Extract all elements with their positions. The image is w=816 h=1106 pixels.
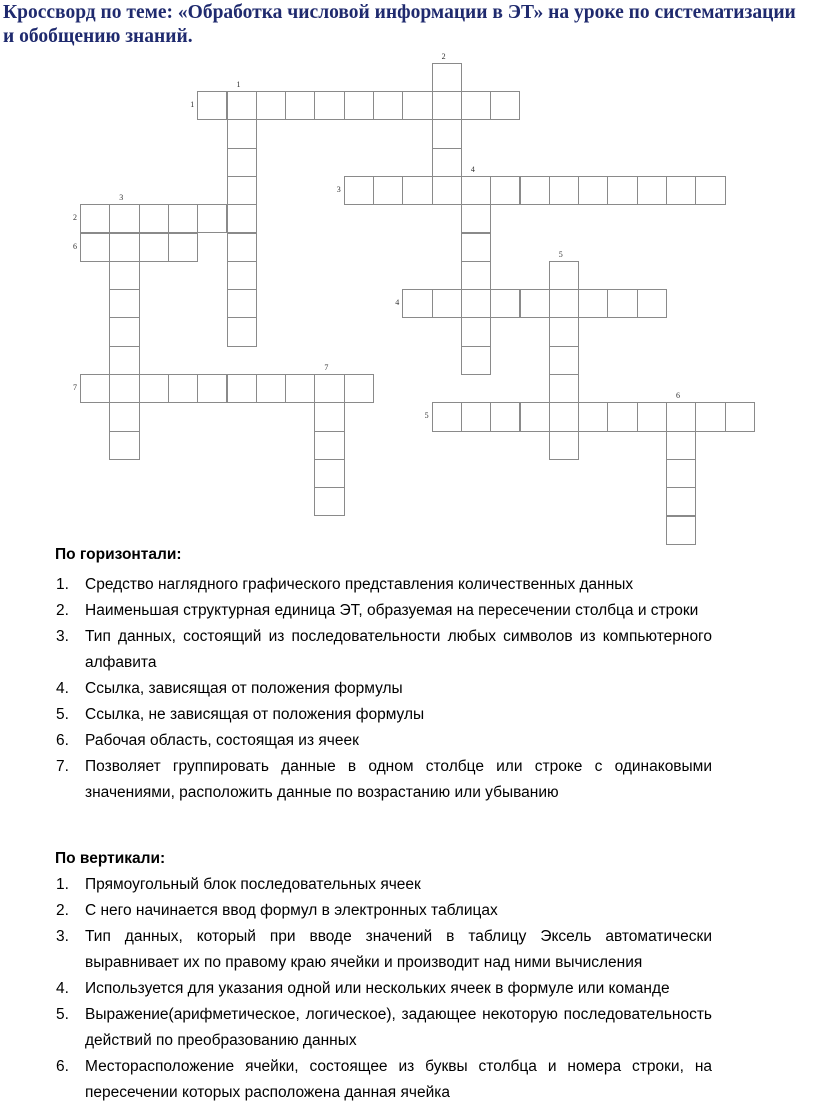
across-clue-7 bbox=[55, 754, 712, 806]
down-number-6: 6 bbox=[676, 391, 680, 401]
crossword-cell[interactable] bbox=[432, 91, 462, 120]
crossword-cell[interactable] bbox=[227, 289, 257, 318]
crossword-cell[interactable] bbox=[695, 402, 725, 431]
clue-number: 4. bbox=[56, 980, 69, 997]
down-number-2: 2 bbox=[441, 51, 446, 61]
clue-number: 1. bbox=[56, 576, 69, 593]
crossword-cell[interactable] bbox=[549, 261, 579, 290]
crossword-cell[interactable] bbox=[139, 204, 169, 233]
page-title: Кроссворд по теме: «Обработка числовой информации в ЭТ» на уроке по систематизации и обобщению знаний. bbox=[3, 2, 796, 47]
clue-text: Выражение(арифметическое, логическое), задающее некоторую последовательность действий по преобразованию данных bbox=[85, 1006, 712, 1049]
crossword-cell[interactable] bbox=[461, 91, 491, 120]
crossword-cell[interactable] bbox=[695, 176, 725, 205]
crossword-cell[interactable] bbox=[432, 289, 462, 318]
crossword-cell[interactable] bbox=[109, 346, 139, 375]
crossword-cell[interactable] bbox=[256, 91, 286, 120]
across-clue-list bbox=[55, 572, 712, 806]
crossword-cell[interactable] bbox=[139, 233, 169, 262]
crossword-cell[interactable] bbox=[607, 176, 637, 205]
across-number-2: 2 bbox=[73, 213, 77, 223]
crossword-cell[interactable] bbox=[461, 289, 491, 318]
clue-number: 5. bbox=[56, 706, 69, 723]
crossword-cell[interactable] bbox=[109, 431, 139, 460]
crossword-cell[interactable] bbox=[607, 289, 637, 318]
crossword-cell[interactable] bbox=[520, 289, 550, 318]
crossword-cell[interactable] bbox=[490, 402, 520, 431]
across-number-6: 6 bbox=[73, 241, 77, 251]
crossword-cell[interactable] bbox=[168, 374, 198, 403]
clue-number: 1. bbox=[56, 876, 69, 893]
down-clue-5 bbox=[55, 1002, 712, 1054]
crossword-cell[interactable] bbox=[461, 176, 491, 205]
crossword-cell[interactable] bbox=[168, 233, 198, 262]
down-clue-4 bbox=[55, 976, 712, 1002]
crossword-cell[interactable] bbox=[314, 91, 344, 120]
crossword-cell[interactable] bbox=[314, 402, 344, 431]
crossword-cell[interactable] bbox=[549, 176, 579, 205]
crossword-cell[interactable] bbox=[139, 374, 169, 403]
crossword-cell[interactable] bbox=[80, 233, 110, 262]
crossword-cell[interactable] bbox=[314, 459, 344, 488]
clue-number: 2. bbox=[56, 902, 69, 919]
crossword-cell[interactable] bbox=[109, 204, 139, 233]
crossword-cell[interactable] bbox=[549, 374, 579, 403]
crossword-cell[interactable] bbox=[637, 402, 667, 431]
clue-text: Прямоугольный блок последовательных ячеек bbox=[85, 876, 421, 893]
down-number-7: 7 bbox=[324, 363, 329, 372]
crossword-cell[interactable] bbox=[432, 176, 462, 205]
crossword-cell[interactable] bbox=[109, 317, 139, 346]
crossword-cell[interactable] bbox=[607, 402, 637, 431]
crossword-cell[interactable] bbox=[666, 487, 696, 516]
crossword-cell[interactable] bbox=[227, 91, 257, 120]
crossword-cell[interactable] bbox=[490, 176, 520, 205]
crossword-cell[interactable] bbox=[373, 176, 403, 205]
crossword-cell[interactable] bbox=[461, 317, 491, 346]
crossword-cell[interactable] bbox=[197, 374, 227, 403]
down-clue-list bbox=[55, 872, 712, 1106]
clue-text: Месторасположение ячейки, состоящее из буквы столбца и номера строки, на пересечении которых расположена данная ячейка bbox=[85, 1058, 712, 1101]
clue-number: 6. bbox=[56, 732, 69, 749]
crossword-cell[interactable] bbox=[227, 317, 257, 346]
down-number-3: 3 bbox=[119, 193, 124, 203]
crossword-cell[interactable] bbox=[314, 487, 344, 516]
crossword-cell[interactable] bbox=[490, 91, 520, 120]
clue-number: 7. bbox=[56, 758, 69, 775]
crossword-cell[interactable] bbox=[461, 402, 491, 431]
crossword-cell[interactable] bbox=[461, 346, 491, 375]
crossword-grid bbox=[0, 0, 816, 545]
crossword-cell[interactable] bbox=[227, 233, 257, 262]
down-number-1: 1 bbox=[236, 80, 241, 89]
crossword-cell[interactable] bbox=[549, 317, 579, 346]
crossword-cell[interactable] bbox=[256, 374, 286, 403]
crossword-cell[interactable] bbox=[402, 289, 432, 318]
crossword-cell[interactable] bbox=[520, 176, 550, 205]
crossword-cell[interactable] bbox=[578, 176, 608, 205]
crossword-cell[interactable] bbox=[549, 431, 579, 460]
crossword-cell[interactable] bbox=[344, 91, 374, 120]
crossword-cell[interactable] bbox=[520, 402, 550, 431]
clue-text: Тип данных, который при вводе значений в таблицу Эксель автоматически выравнивает их по правому краю ячейки и производит над ними вычисления bbox=[85, 928, 712, 971]
across-clue-4 bbox=[55, 676, 712, 702]
down-clue-3 bbox=[55, 924, 712, 976]
crossword-cell[interactable] bbox=[402, 176, 432, 205]
crossword-cell[interactable] bbox=[80, 204, 110, 233]
crossword-cell[interactable] bbox=[432, 402, 462, 431]
clue-number: 5. bbox=[56, 1006, 69, 1023]
crossword-cell[interactable] bbox=[432, 148, 462, 177]
crossword-cell[interactable] bbox=[227, 374, 257, 403]
crossword-cell[interactable] bbox=[227, 119, 257, 148]
crossword-cell[interactable] bbox=[227, 204, 257, 233]
crossword-cell[interactable] bbox=[227, 261, 257, 290]
crossword-cell[interactable] bbox=[461, 204, 491, 233]
clue-text: Наименьшая структурная единица ЭТ, образуемая на пересечении столбца и строки bbox=[85, 602, 699, 619]
crossword-cell[interactable] bbox=[666, 459, 696, 488]
clue-text: С него начинается ввод формул в электронных таблицах bbox=[85, 902, 498, 919]
crossword-cell[interactable] bbox=[402, 91, 432, 120]
crossword-cell[interactable] bbox=[373, 91, 403, 120]
down-clue-2 bbox=[55, 898, 712, 924]
down-clue-1 bbox=[55, 872, 712, 898]
down-number-4: 4 bbox=[470, 164, 475, 174]
crossword-cell[interactable] bbox=[285, 91, 315, 120]
across-number-7: 7 bbox=[73, 383, 77, 392]
across-clue-1 bbox=[55, 572, 712, 598]
clue-text: Тип данных, состоящий из последовательности любых символов из компьютерного алфавита bbox=[85, 628, 712, 671]
crossword-cell[interactable] bbox=[197, 91, 227, 120]
crossword-cell[interactable] bbox=[490, 289, 520, 318]
clue-text: Рабочая область, состоящая из ячеек bbox=[85, 732, 359, 749]
crossword-cell[interactable] bbox=[549, 289, 579, 318]
crossword-cell[interactable] bbox=[432, 63, 462, 92]
clue-number: 3. bbox=[56, 928, 69, 945]
across-number-3: 3 bbox=[336, 184, 341, 194]
crossword-cell[interactable] bbox=[109, 261, 139, 290]
crossword-cell[interactable] bbox=[80, 374, 110, 403]
crossword-cell[interactable] bbox=[314, 374, 344, 403]
across-clue-6 bbox=[55, 728, 712, 754]
clue-text: Ссылка, не зависящая от положения формулы bbox=[85, 706, 425, 723]
crossword-cell[interactable] bbox=[109, 289, 139, 318]
clue-text: Ссылка, зависящая от положения формулы bbox=[85, 680, 403, 697]
across-clue-2 bbox=[55, 598, 712, 624]
down-heading: По вертикали: bbox=[55, 850, 166, 867]
across-clue-3 bbox=[55, 624, 712, 676]
crossword-cell[interactable] bbox=[461, 233, 491, 262]
crossword-cell[interactable] bbox=[432, 119, 462, 148]
crossword-cell[interactable] bbox=[197, 204, 227, 233]
clue-number: 3. bbox=[56, 628, 69, 645]
crossword-cell[interactable] bbox=[109, 402, 139, 431]
clue-number: 2. bbox=[56, 602, 69, 619]
crossword-cell[interactable] bbox=[666, 402, 696, 431]
crossword-cell[interactable] bbox=[725, 402, 755, 431]
crossword-cell[interactable] bbox=[168, 204, 198, 233]
crossword-cell[interactable] bbox=[344, 176, 374, 205]
clue-text: Используется для указания одной или нескольких ячеек в формуле или команде bbox=[85, 980, 670, 997]
across-clue-5 bbox=[55, 702, 712, 728]
crossword-cell[interactable] bbox=[344, 374, 374, 403]
crossword-cell[interactable] bbox=[549, 402, 579, 431]
across-number-4: 4 bbox=[395, 298, 400, 308]
clue-number: 6. bbox=[56, 1058, 69, 1075]
crossword-cell[interactable] bbox=[637, 289, 667, 318]
crossword-cell[interactable] bbox=[227, 176, 257, 205]
crossword-cell[interactable] bbox=[666, 176, 696, 205]
down-clue-6 bbox=[55, 1054, 712, 1106]
crossword-cell[interactable] bbox=[666, 516, 696, 545]
crossword-cell[interactable] bbox=[637, 176, 667, 205]
across-number-1: 1 bbox=[190, 100, 195, 109]
clue-text: Позволяет группировать данные в одном столбце или строке с одинаковыми значениями, расположить данные по возрастанию или убыванию bbox=[85, 758, 712, 801]
crossword-cell[interactable] bbox=[109, 374, 139, 403]
crossword-cell[interactable] bbox=[578, 289, 608, 318]
crossword-cell[interactable] bbox=[461, 261, 491, 290]
crossword-cell[interactable] bbox=[227, 148, 257, 177]
crossword-cell[interactable] bbox=[578, 402, 608, 431]
crossword-cell[interactable] bbox=[549, 346, 579, 375]
across-heading: По горизонтали: bbox=[55, 546, 182, 563]
crossword-cell[interactable] bbox=[285, 374, 315, 403]
down-number-5: 5 bbox=[558, 249, 563, 259]
clue-text: Средство наглядного графического представления количественных данных bbox=[85, 576, 634, 593]
across-number-5: 5 bbox=[424, 411, 429, 421]
clue-number: 4. bbox=[56, 680, 69, 697]
crossword-cell[interactable] bbox=[666, 431, 696, 460]
crossword-cell[interactable] bbox=[109, 233, 139, 262]
crossword-cell[interactable] bbox=[314, 431, 344, 460]
